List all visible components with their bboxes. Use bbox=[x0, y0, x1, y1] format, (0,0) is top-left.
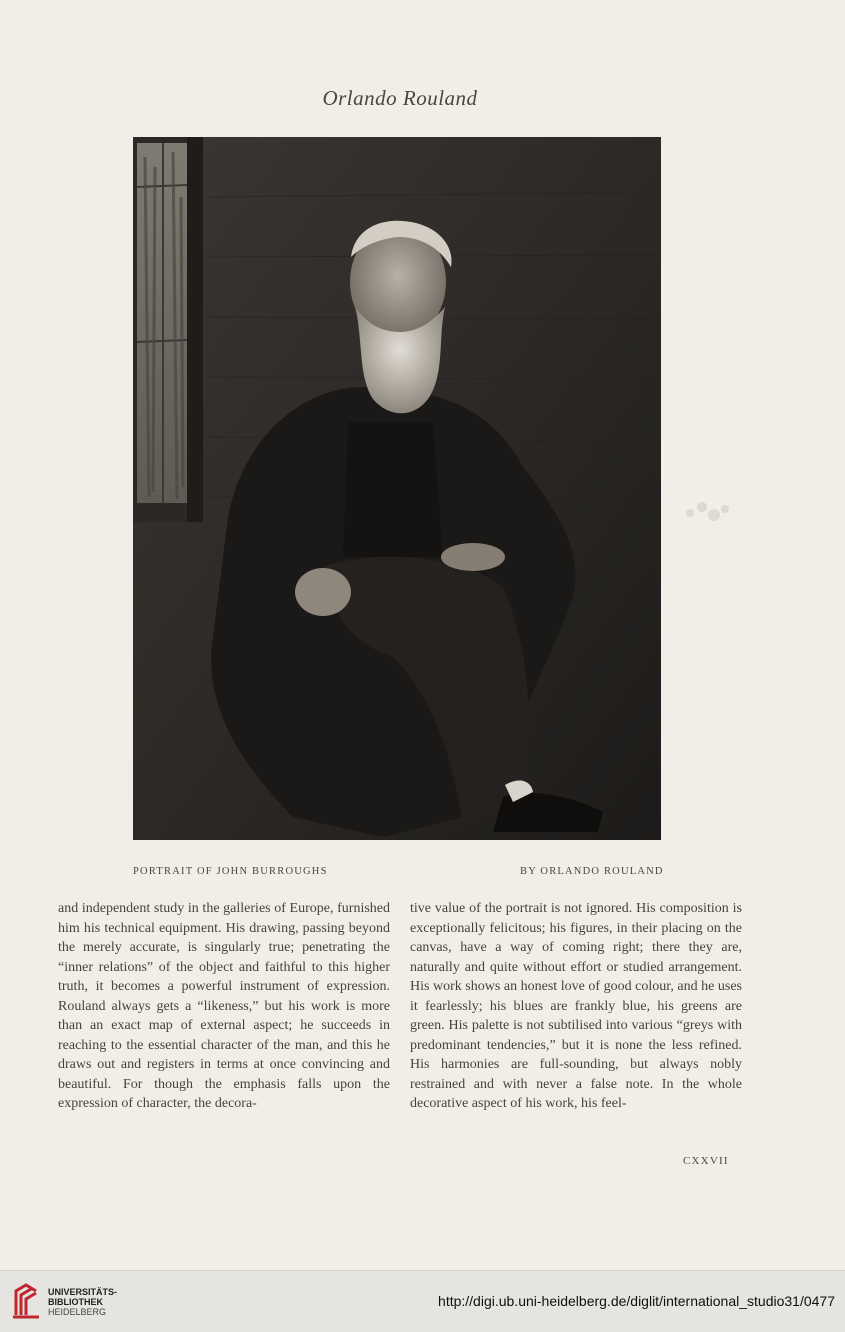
permalink-url[interactable]: http://digi.ub.uni-heidelberg.de/diglit/international_studio31/0477 bbox=[438, 1293, 835, 1309]
institution-name bbox=[48, 1287, 117, 1317]
running-head-title: Orlando Rouland bbox=[322, 86, 478, 110]
paragraph: and independent study in the galleries of Europe, furnished him his technical equipment. His drawing, passing beyond the merely accurate, is singularly true; penetrating the “inner relations” of the object and faithful to this higher truth, it becomes a powerful instrument of expression. Rouland always gets a “likeness,” but his work is more than an exact map of external aspect; he succeeds in reaching to the essential character of the man, and this he draws out and registers in terms at once convincing and beautiful. For though the emphasis falls upon the expression of character, the decora- bbox=[58, 901, 390, 1111]
institution-line: HEIDELBERG bbox=[48, 1307, 107, 1317]
viewer-footer bbox=[0, 1270, 845, 1332]
plate-caption-title: PORTRAIT OF JOHN BURROUGHS bbox=[133, 866, 328, 877]
text-column-left bbox=[58, 899, 390, 1114]
institution-line: BIBLIOTHEK bbox=[48, 1297, 103, 1307]
page-number: CXXVII bbox=[683, 1155, 729, 1167]
university-library-logo-icon[interactable] bbox=[10, 1281, 42, 1321]
paper-stain bbox=[680, 495, 735, 530]
text-column-right bbox=[410, 899, 742, 1114]
portrait-image bbox=[133, 137, 661, 840]
institution-line: UNIVERSITÄTS- bbox=[48, 1287, 118, 1297]
paragraph: tive value of the portrait is not ignored. His composition is exceptionally felicitous; his figures, in their placing on the canvas, have a way of coming right; there they are, naturally and quite without effort or studied arrangement. His work shows an honest love of good colour, and he uses it fearlessly; his blues are frankly blue, his greens are green. His palette is not subtilised into various “greys with predominant tendencies,” but it is none the less refined. His harmonies are full-sounding, but always nobly restrained and with never a false note. In the whole decorative aspect of his work, his feel- bbox=[410, 901, 742, 1111]
portrait-plate bbox=[133, 137, 661, 840]
plate-caption-artist: BY ORLANDO ROULAND bbox=[520, 866, 664, 877]
